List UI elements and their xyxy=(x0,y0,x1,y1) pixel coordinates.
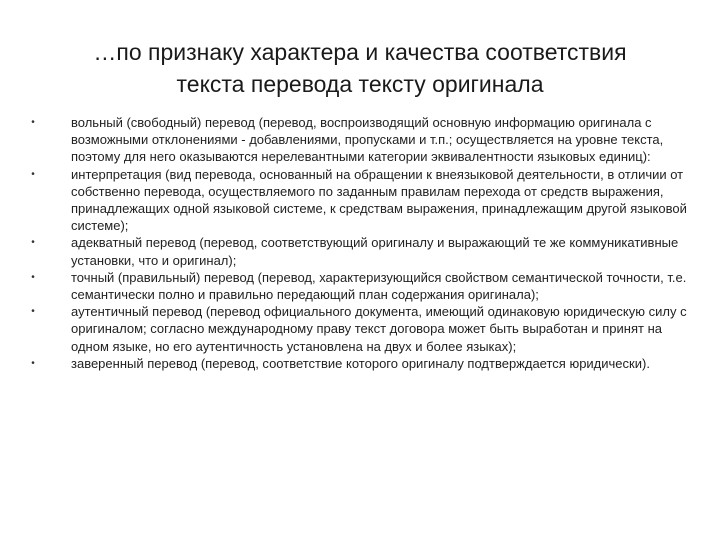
bullet-item-adequate-translation xyxy=(28,234,698,268)
slide-title xyxy=(40,36,680,100)
bullet-icon: • xyxy=(31,271,35,283)
bullet-text: вольный (свободный) перевод (перевод, воспроизводящий основную информацию оригинала с возможными отклонениями - добавлениями, пропусками и т.п.; осуществляется на уровне текста, поэтому для него оказываются нерелевантными категории эквивалентности языковых единиц): xyxy=(71,115,664,165)
bullet-item-free-translation xyxy=(28,114,698,166)
bullet-item-interpretation xyxy=(28,166,698,235)
slide-title-line-1: …по признаку характера и качества соответствия xyxy=(93,39,627,65)
bullet-text: точный (правильный) перевод (перевод, характеризующийся свойством семантической точности, т.е. семантически полно и правильно передающий план содержания оригинала); xyxy=(71,269,687,303)
bullet-item-certified-translation xyxy=(28,355,698,372)
bullet-text: интерпретация (вид перевода, основанный на обращении к внеязыковой деятельности, в отличии от собственно перевода, осуществляемого по заданным правилам перехода от средств выражения, принадлежащих одной языковой системе, к средствам выражения, принадлежащим другой языковой системе); xyxy=(71,166,687,234)
bullet-text: заверенный перевод (перевод, соответствие которого оригиналу подтверждается юридически). xyxy=(71,355,650,371)
bullet-text: аутентичный перевод (перевод официального документа, имеющий одинаковую юридическую силу с оригиналом; согласно международному праву текст договора может быть выработан и принят на одном языке, но его аутентичность установлена на двух и более языках); xyxy=(71,304,687,354)
bullet-item-exact-translation xyxy=(28,269,698,303)
bullet-text: адекватный перевод (перевод, соответствующий оригиналу и выражающий те же коммуникативные установки, что и оригинал); xyxy=(71,235,679,268)
bullet-icon: • xyxy=(31,357,35,369)
bullet-item-authentic-translation xyxy=(28,303,698,355)
bullet-icon: • xyxy=(31,237,35,249)
bullet-icon: • xyxy=(31,117,35,128)
slide-title-line-2: текста перевода тексту оригинала xyxy=(176,71,544,97)
bullet-icon: • xyxy=(31,306,35,318)
bullet-list xyxy=(28,114,698,372)
bullet-icon: • xyxy=(31,168,35,180)
